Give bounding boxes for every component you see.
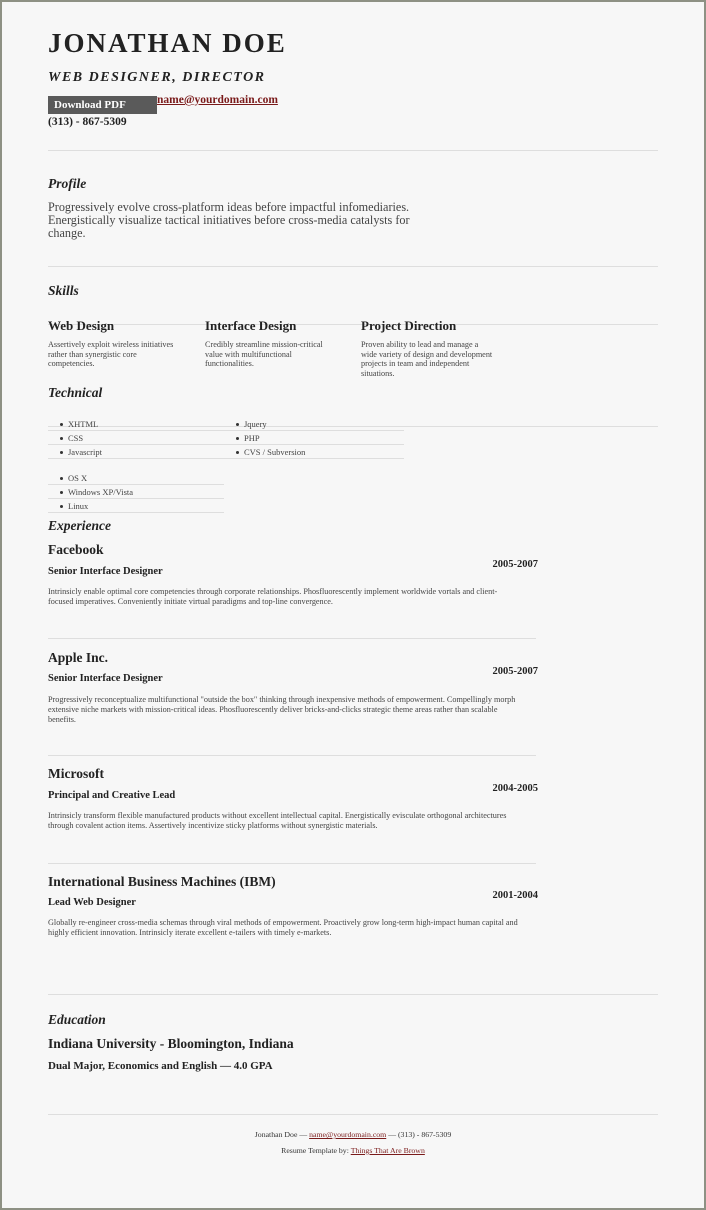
- job-description: Intrinsicly transform flexible manufactured products without excellent intellectual capital. Energistically evisculate orthogonal architectures through covalent action items. Assertively incentivize sticky platforms without synergistic materials.: [48, 811, 507, 830]
- profile-text: Progressively evolve cross-platform ideas before impactful infomediaries. Energistically visualize tactical initiatives before cross-media catalysts for change.: [48, 200, 410, 240]
- divider: [48, 266, 658, 267]
- footer-contact: [2, 1130, 704, 1139]
- job-dates: 2005-2007: [492, 559, 538, 570]
- experience-heading: Experience: [48, 518, 111, 533]
- divider: [48, 638, 536, 639]
- skill-title: Interface Design: [205, 318, 297, 333]
- divider: [48, 1114, 658, 1115]
- skill-description: Proven ability to lead and manage a wide variety of design and development projects in team and independent situations.: [361, 340, 493, 378]
- skill-title: Web Design: [48, 318, 115, 333]
- tech-item: Javascript: [48, 446, 224, 459]
- job-dates: 2005-2007: [492, 666, 538, 677]
- job-description: Globally re-engineer cross-media schemas through viral methods of empowerment. Proactively grow long-term high-impact human capital and highly efficient innovation. Intrinsicly iterate excellent e-tailers with timely e-markets.: [48, 918, 518, 937]
- divider: [48, 755, 536, 756]
- skill-title: Project Direction: [361, 318, 457, 333]
- tech-item: Linux: [48, 500, 224, 513]
- footer-phone: — (313) - 867-5309: [388, 1130, 452, 1139]
- skills-rule: [48, 324, 658, 325]
- footer-credit: [2, 1146, 704, 1155]
- tech-list: [48, 472, 224, 514]
- phone-number: (313) - 867-5309: [48, 116, 127, 128]
- job-role: Principal and Creative Lead: [48, 790, 176, 801]
- tech-item: PHP: [224, 432, 404, 445]
- email-link[interactable]: name@yourdomain.com: [157, 94, 278, 106]
- job-company: Facebook: [48, 542, 104, 557]
- job-role: Lead Web Designer: [48, 897, 136, 908]
- job-description: Intrinsicly enable optimal core competencies through corporate relationships. Phosfluorescently implement worldwide vortals and client-focused imperatives. Conveniently initiate virtual paradigms and top-line convergence.: [48, 587, 498, 606]
- tech-item: CSS: [48, 432, 224, 445]
- divider: [48, 994, 658, 995]
- tech-item: Windows XP/Vista: [48, 486, 224, 499]
- education-heading: Education: [48, 1012, 106, 1027]
- education-school: Indiana University - Bloomington, Indiana: [48, 1036, 294, 1051]
- skill-description: Credibly streamline mission-critical value with multifunctional functionalities.: [205, 340, 323, 368]
- job-role: Senior Interface Designer: [48, 673, 163, 684]
- download-pdf-button[interactable]: Download PDF: [48, 96, 157, 114]
- skills-heading: Skills: [48, 283, 79, 298]
- technical-heading: Technical: [48, 385, 103, 400]
- job-company: International Business Machines (IBM): [48, 874, 276, 889]
- footer-credit-prefix: Resume Template by:: [281, 1146, 349, 1155]
- footer-name: Jonathan Doe —: [254, 1130, 308, 1139]
- job-company: Apple Inc.: [48, 650, 109, 665]
- job-dates: 2004-2005: [492, 783, 538, 794]
- candidate-name: JONATHAN DOE: [48, 28, 287, 58]
- tech-item: XHTML: [48, 418, 224, 431]
- skill-description: Assertively exploit wireless initiatives rather than synergistic core competencies.: [48, 340, 174, 368]
- job-description: Progressively reconceptualize multifunctional "outside the box" thinking through inexpensive methods of empowerment. Compellingly morph extensive niche markets with mission-critical ideas. Phosfluorescently deliver bricks-and-clicks strategic theme areas rather than scalable benefits.: [48, 695, 516, 724]
- divider: [48, 863, 536, 864]
- job-company: Microsoft: [48, 766, 104, 781]
- job-title: WEB DESIGNER, DIRECTOR: [48, 70, 266, 85]
- divider: [48, 150, 658, 151]
- tech-item: Jquery: [224, 418, 404, 431]
- tech-list: [48, 418, 224, 460]
- job-role: Senior Interface Designer: [48, 566, 163, 577]
- tech-item: CVS / Subversion: [224, 446, 404, 459]
- footer-credit-link[interactable]: Things That Are Brown: [350, 1146, 425, 1155]
- education-degree: Dual Major, Economics and English — 4.0 GPA: [48, 1060, 273, 1072]
- job-dates: 2001-2004: [492, 890, 538, 901]
- profile-heading: Profile: [48, 176, 87, 191]
- footer-email-link[interactable]: name@yourdomain.com: [309, 1130, 387, 1139]
- tech-item: OS X: [48, 472, 224, 485]
- tech-list: [224, 418, 404, 460]
- resume-page: [2, 2, 704, 1208]
